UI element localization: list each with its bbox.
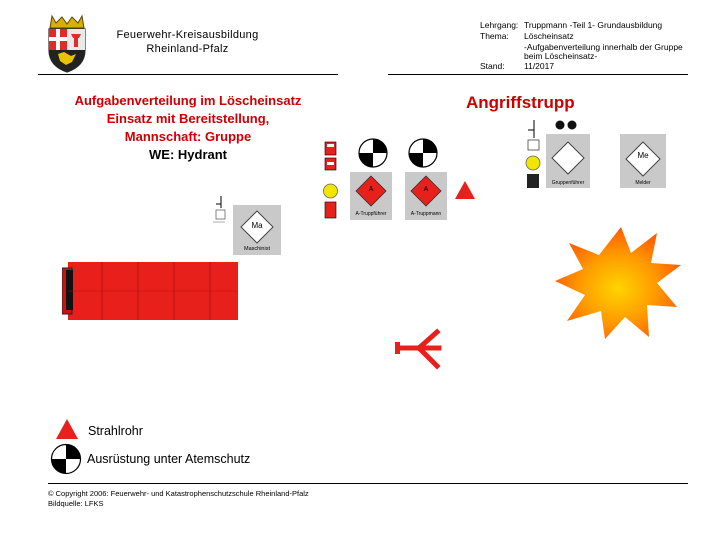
helmet-markings-icon <box>554 120 580 134</box>
fire-truck-icon <box>62 262 238 322</box>
footer-copyright: © Copyright 2006: Feuerwehr- und Katastrophenschutzschule Rheinland-Pfalz <box>48 489 309 498</box>
meta-row-topic: Thema: Löscheinsatz <box>480 31 574 41</box>
organization-name <box>100 28 275 56</box>
gruppenfuehrer-label: Gruppenführer <box>551 180 585 186</box>
meta-row-version: Stand: 11/2017 <box>480 61 555 71</box>
truppmann-tag: A <box>423 186 429 193</box>
course-meta <box>480 20 705 76</box>
firefighter-figure-icon-2 <box>522 118 544 190</box>
respiratory-protection-icon-2 <box>408 138 438 168</box>
title-line-3: Mannschaft: Gruppe <box>124 129 252 144</box>
fire-icon <box>553 225 683 340</box>
firefighter-figure-icon <box>321 140 339 222</box>
hydrant-icon <box>210 194 228 230</box>
maschinist-label: Maschinist <box>244 246 270 252</box>
slide-title <box>48 92 328 164</box>
maschinist-tag: Ma <box>251 221 263 230</box>
title-line-2: Einsatz mit Bereitstellung, <box>106 111 270 126</box>
coat-of-arms-logo <box>38 14 96 74</box>
title-line-4: WE: Hydrant <box>149 147 227 162</box>
organization-line-2: Rheinland-Pfalz <box>146 43 229 55</box>
respiratory-protection-icon-1 <box>358 138 388 168</box>
footer-image-source: Bildquelle: LFKS <box>48 499 104 508</box>
melder-tag: Me <box>637 151 649 160</box>
meta-row-topic-line-2: -Aufgabenverteilung innerhalb der Gruppe <box>524 42 683 52</box>
legend-atemschutz-label: Ausrüstung unter Atemschutz <box>87 452 251 466</box>
team-title: Angriffstrupp <box>466 93 575 112</box>
truppfuehrer-label: A-Truppführer <box>355 211 387 217</box>
distributor-icon <box>395 328 445 372</box>
legend-atemschutz-icon <box>50 443 82 475</box>
truppfuehrer-tag: A <box>368 186 374 193</box>
meta-row-topic-line-3: beim Löscheinsatz- <box>524 51 598 61</box>
meta-row-course: Lehrgang: Truppmann -Teil 1- Grundausbildung <box>480 20 663 30</box>
melder-label: Melder <box>635 180 651 186</box>
truppmann-label: A-Truppmann <box>410 211 442 217</box>
footer <box>48 489 309 509</box>
header-rule-left <box>38 74 338 75</box>
footer-rule <box>48 483 688 484</box>
title-line-1: Aufgabenverteilung im Löscheinsatz <box>74 93 302 108</box>
organization-line-1: Feuerwehr-Kreisausbildung <box>116 29 259 41</box>
legend-strahlrohr-icon <box>55 418 79 440</box>
legend-strahlrohr-label: Strahlrohr <box>88 424 143 438</box>
strahlrohr-symbol <box>454 180 476 200</box>
